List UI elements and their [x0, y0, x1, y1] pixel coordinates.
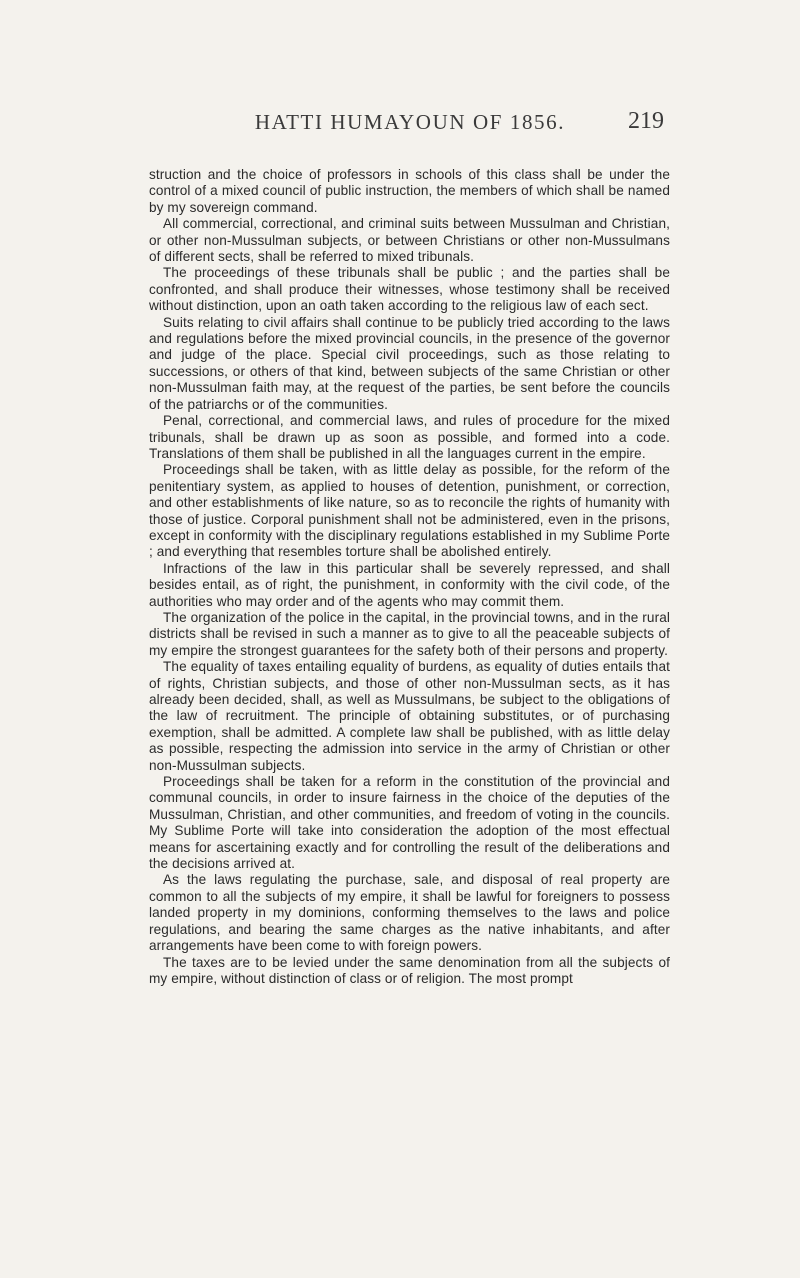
paragraph: Proceedings shall be taken for a reform in the constitution of the provincial and communal councils, in order to insure fairness in the choice of the deputies of the Mussulman, Christian, and other communities, and freedom of voting in the councils. My Sublime Porte will take into consideration the adoption of the most effectual means for ascertaining exactly and for controlling the result of the deliberations and the decisions arrived at.: [149, 774, 670, 872]
paragraph: The proceedings of these tribunals shall be public ; and the parties shall be confronted, and shall produce their witnesses, whose testimony shall be received without distinction, upon an oath taken according to the religious law of each sect.: [149, 265, 670, 314]
paragraph: The equality of taxes entailing equality of burdens, as equality of duties entails that of rights, Christian subjects, and those of other non-Mussulman sects, as it has already been decided, shall, as well as Mussulmans, be subject to the obligations of the law of recruitment. The principle of obtaining substitutes, or of purchasing exemption, shall be admitted. A complete law shall be published, with as little delay as possible, respecting the admission into service in the army of Christian or other non-Mussulman subjects.: [149, 659, 670, 773]
paragraph: Proceedings shall be taken, with as little delay as possible, for the reform of the penitentiary system, as applied to houses of detention, punishment, or correction, and other establishments of like nature, so as to reconcile the rights of humanity with those of justice. Corporal punishment shall not be administered, even in the prisons, except in conformity with the disciplinary regulations established in my Sublime Porte ; and everything that resembles torture shall be abolished entirely.: [149, 462, 670, 560]
running-title: HATTI HUMAYOUN OF 1856.: [254, 110, 566, 134]
paragraph: Infractions of the law in this particular shall be severely repressed, and shall besides entail, as of right, the punishment, in conformity with the civil code, of the authorities who may order and of the agents who may commit them.: [149, 560, 670, 609]
paragraph: struction and the choice of professors in schools of this class shall be under the control of a mixed council of public instruction, the members of which shall be named by my sovereign command.: [149, 167, 670, 215]
page-number: 219: [628, 108, 664, 134]
body-text: [149, 167, 670, 987]
paragraph: The organization of the police in the capital, in the provincial towns, and in the rural districts shall be revised in such a manner as to give to all the peaceable subjects of my empire the strongest guarantees for the safety both of their persons and property.: [149, 609, 670, 658]
paragraph: All commercial, correctional, and criminal suits between Mussulman and Christian, or other non-Mussulman subjects, or between Christians or other non-Mussulmans of different sects, shall be referred to mixed tribunals.: [149, 216, 670, 265]
page-header: [0, 110, 800, 150]
paragraph: The taxes are to be levied under the same denomination from all the subjects of my empire, without distinction of class or of religion. The most prompt: [149, 954, 670, 986]
paragraph: As the laws regulating the purchase, sale, and disposal of real property are common to all the subjects of my empire, it shall be lawful for foreigners to possess landed property in my dominions, conforming themselves to the laws and police regulations, and bearing the same charges as the native inhabitants, and after arrangements have been come to with foreign powers.: [149, 872, 670, 954]
paragraph: Suits relating to civil affairs shall continue to be publicly tried according to the laws and regulations before the mixed provincial councils, in the presence of the governor and judge of the place. Special civil proceedings, such as those relating to successions, or others of that kind, between subjects of the same Christian or other non-Mussulman faith may, at the request of the parties, be sent before the councils of the patriarchs or of the communities.: [149, 314, 670, 412]
paragraph: Penal, correctional, and commercial laws, and rules of procedure for the mixed tribunals, shall be drawn up as soon as possible, and formed into a code. Translations of them shall be published in all the languages current in the empire.: [149, 413, 670, 461]
